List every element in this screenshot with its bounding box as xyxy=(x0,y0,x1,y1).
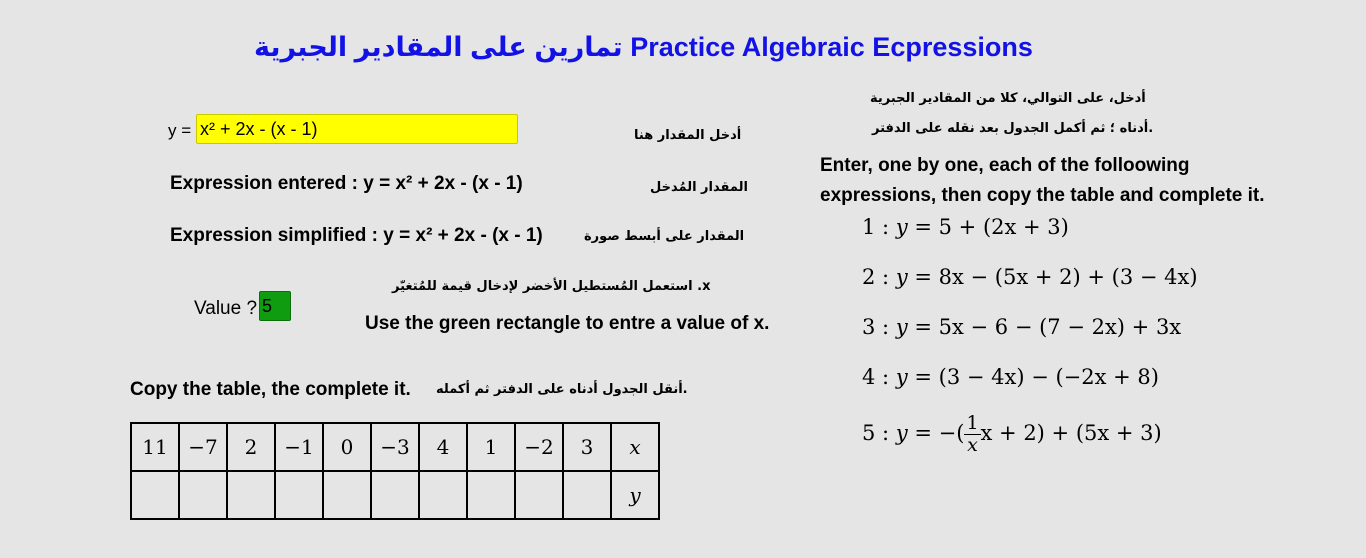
table-row-x xyxy=(131,423,659,471)
table-cell: −2 xyxy=(515,423,563,471)
table-header-y: y xyxy=(611,471,659,519)
exercise-1: 1 : y = 5 + (2x + 3) xyxy=(862,215,1069,239)
value-label: Value ? xyxy=(194,298,258,319)
table-cell: 3 xyxy=(563,423,611,471)
y-equals-label: y = xyxy=(168,121,192,140)
table-cell-empty xyxy=(275,471,323,519)
table-cell: −3 xyxy=(371,423,419,471)
instructions-en-line2: expressions, then copy the table and complete it. xyxy=(820,185,1265,206)
copy-table-en: Copy the table, the complete it. xyxy=(130,379,411,400)
table-cell-empty xyxy=(227,471,275,519)
table-cell: 4 xyxy=(419,423,467,471)
exercise-2: 2 : y = 8x − (5x + 2) + (3 − 4x) xyxy=(862,265,1198,289)
table-cell-empty xyxy=(179,471,227,519)
exercise-4: 4 : y = (3 − 4x) − (−2x + 8) xyxy=(862,365,1159,389)
table-cell: 2 xyxy=(227,423,275,471)
table-row-y xyxy=(131,471,659,519)
value-input[interactable] xyxy=(259,291,291,321)
table-cell: 0 xyxy=(323,423,371,471)
exercise-5: 5 : y = −( $\frac{1}{x}$ x + 2) + (5x + 3) xyxy=(862,412,1162,456)
instructions-ar-line2: .أدناه ؛ ثم أكمل الجدول بعد نقله على الدفتر xyxy=(872,121,1154,136)
exercise-3: 3 : y = 5x − 6 − (7 − 2x) + 3x xyxy=(862,315,1182,339)
value-hint-ar: x. استعمل المُستطيل الأخضر لإدخال قيمة للمُتغيّر xyxy=(392,279,711,294)
table-cell-empty xyxy=(131,471,179,519)
copy-table-ar: .أنقل الجدول أدناه على الدفتر ثم أكمله xyxy=(436,382,688,397)
value-hint-en: Use the green rectangle to entre a value of x. xyxy=(365,313,770,334)
table-cell-empty xyxy=(515,471,563,519)
expression-simplified: Expression simplified : y = x² + 2x - (x - 1) xyxy=(170,225,543,246)
expression-entered: Expression entered : y = x² + 2x - (x - 1) xyxy=(170,173,523,194)
values-table xyxy=(130,422,660,520)
table-cell-empty xyxy=(563,471,611,519)
instructions-en-line1: Enter, one by one, each of the folloowing xyxy=(820,155,1190,176)
table-cell: −1 xyxy=(275,423,323,471)
table-header-x: x xyxy=(611,423,659,471)
table-cell: 1 xyxy=(467,423,515,471)
instructions-ar-line1: أدخل، على التوالي، كلا من المقادير الجبرية xyxy=(870,91,1146,106)
expression-input[interactable] xyxy=(196,114,518,144)
fraction: $\frac{1}{x}$ xyxy=(966,412,979,456)
table-cell: −7 xyxy=(179,423,227,471)
page-title: تمارين على المقادير الجبرية Practice Algebraic Ecpressions xyxy=(254,32,1033,62)
simplified-label-ar: المقدار على أبسط صورة xyxy=(584,229,745,244)
table-cell: 11 xyxy=(131,423,179,471)
table-cell-empty xyxy=(323,471,371,519)
entered-label-ar: المقدار المُدخل xyxy=(650,180,748,195)
table-cell-empty xyxy=(371,471,419,519)
table-cell-empty xyxy=(467,471,515,519)
input-hint-ar: أدخل المقدار هنا xyxy=(634,128,742,143)
table-cell-empty xyxy=(419,471,467,519)
